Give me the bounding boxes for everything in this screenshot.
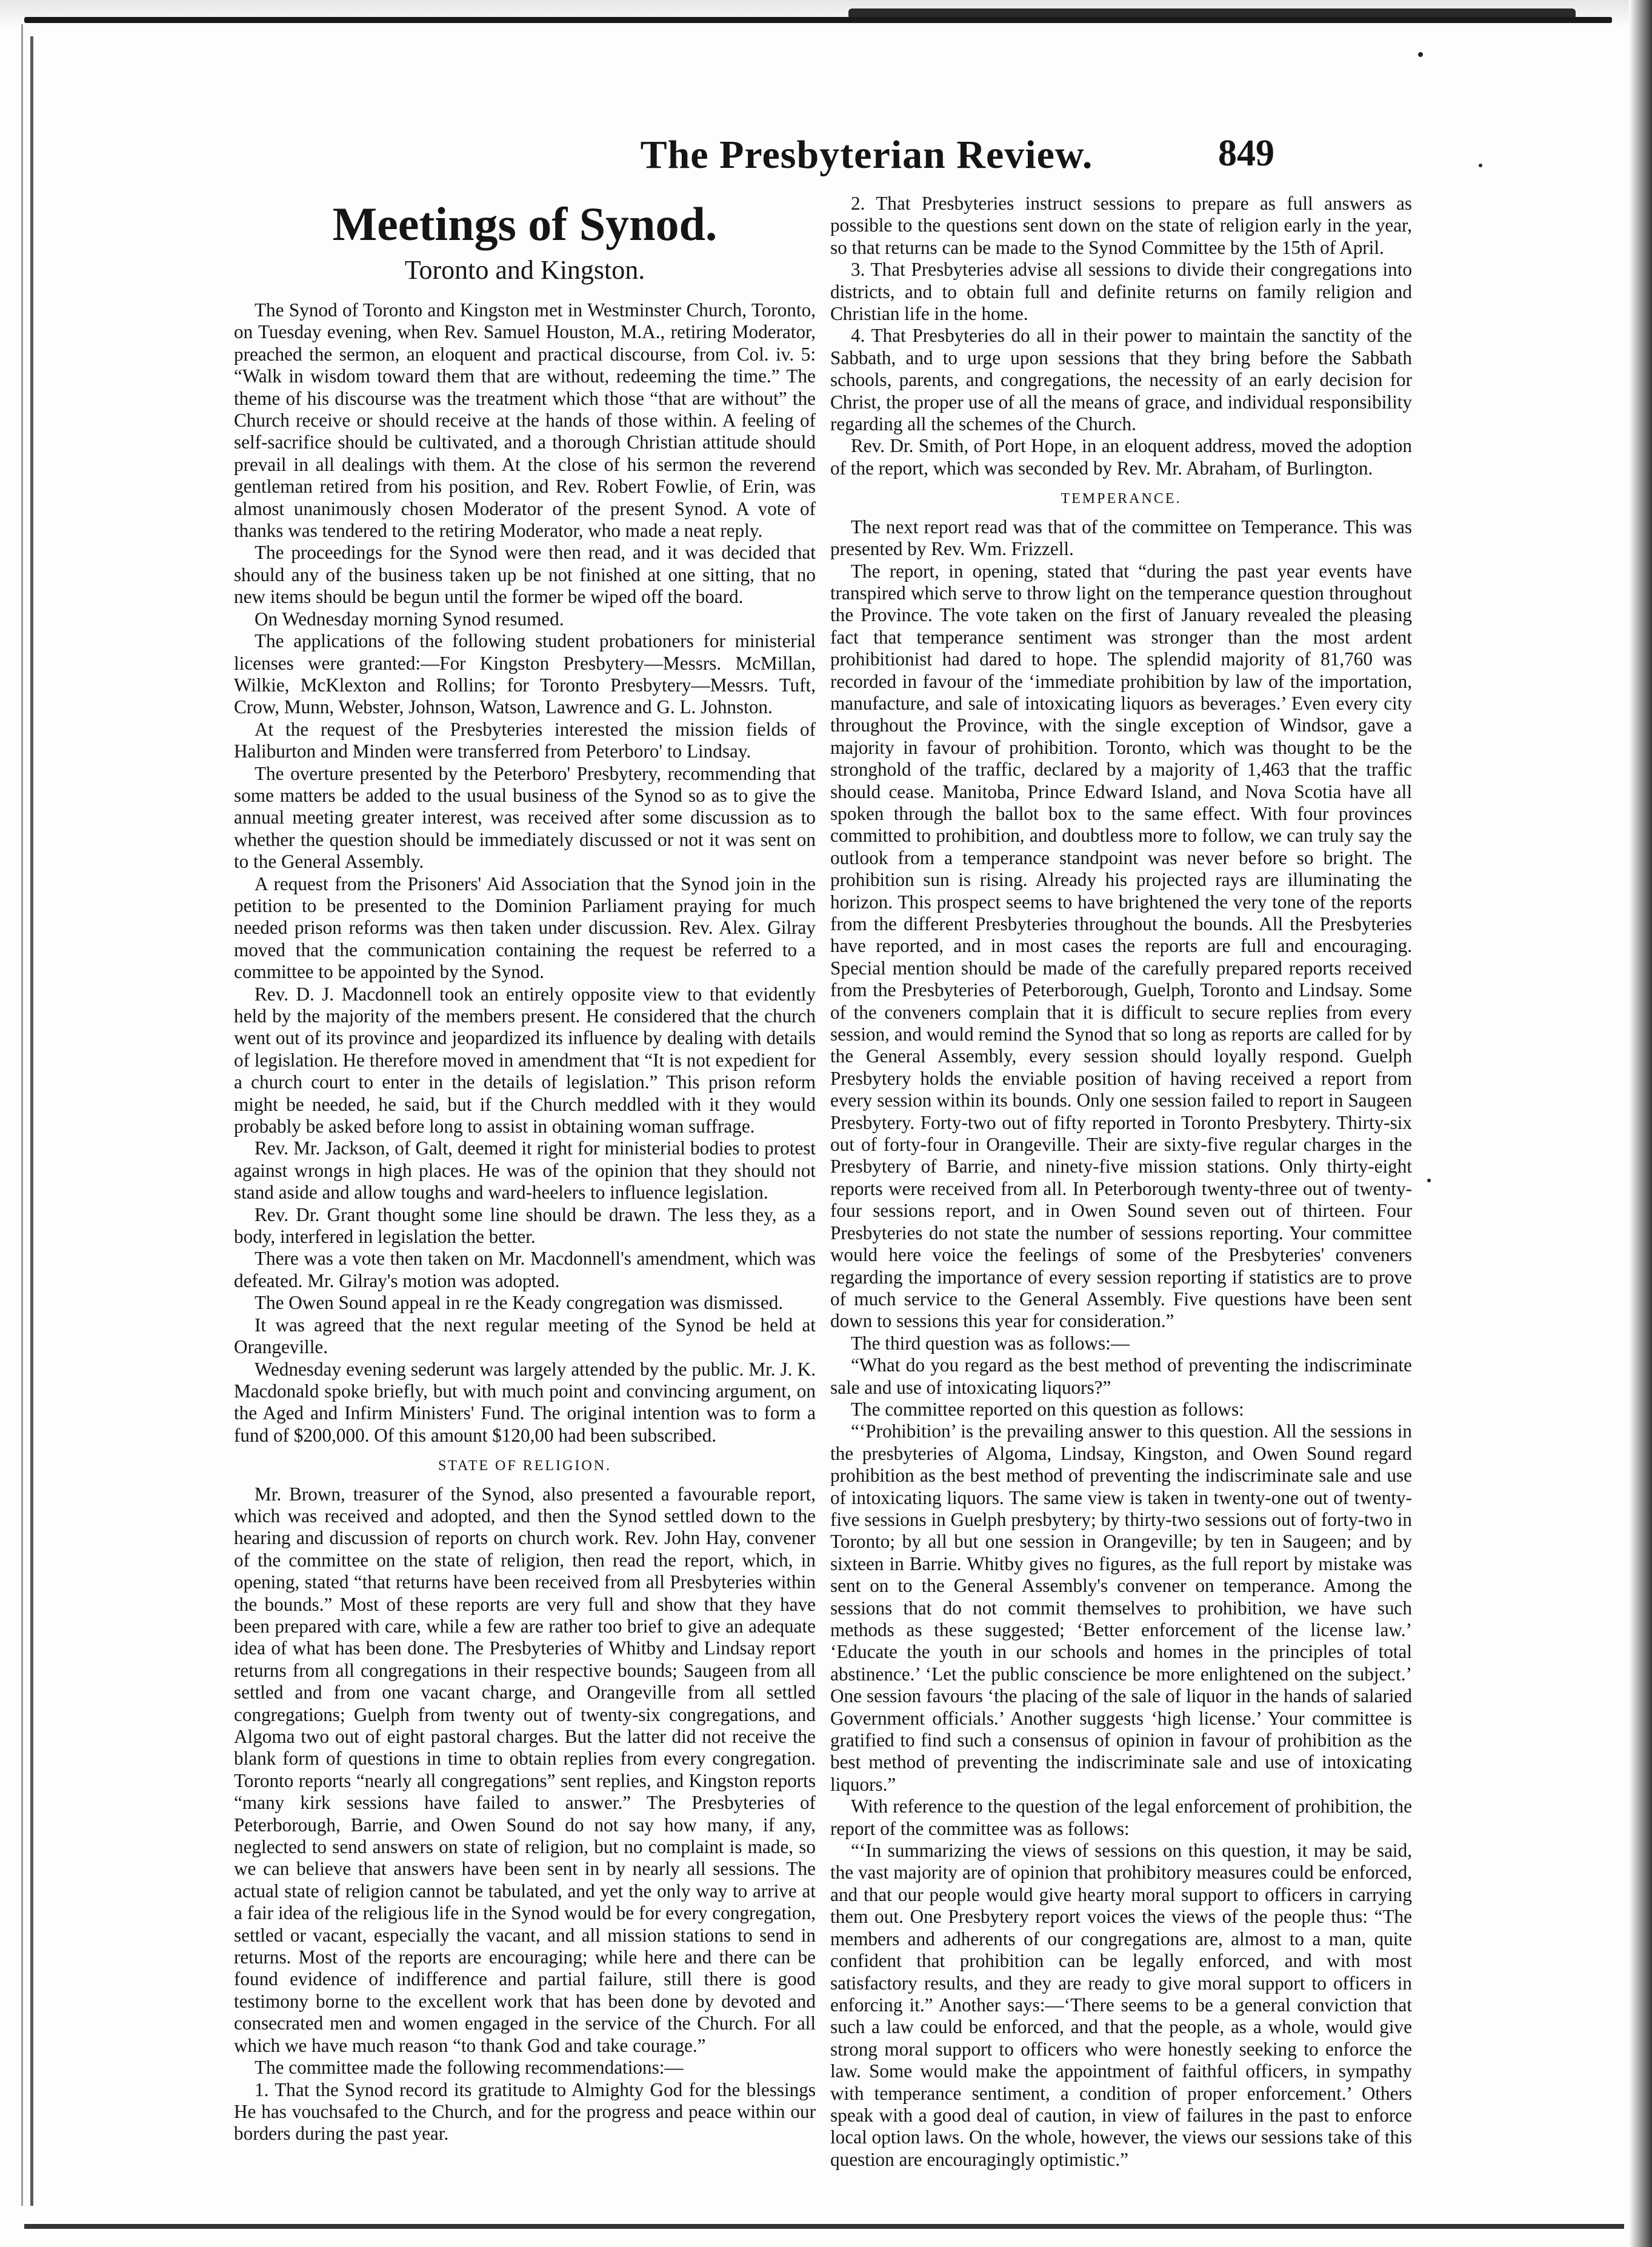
- bottom-border-line: [24, 2224, 1624, 2229]
- paragraph: Rev. Dr. Grant thought some line should be drawn. The less they, as a body, interfered in legislation the better.: [234, 1203, 816, 1248]
- paragraph: Rev. Mr. Jackson, of Galt, deemed it right for ministerial bodies to protest against wrongs in high places. He was of the opinion that they should not stand aside and allow toughs and ward-heelers to influence legislation.: [234, 1137, 816, 1203]
- right-scan-edge: [1629, 0, 1652, 2247]
- left-column: [234, 193, 816, 2145]
- ink-speck: [1418, 52, 1423, 57]
- paragraph: The committee made the following recommendations:—: [255, 2057, 684, 2079]
- paragraph: There was a vote then taken on Mr. Macdonnell's amendment, which was defeated. Mr. Gilray's motion was adopted.: [234, 1248, 816, 1291]
- paragraph: Rev. D. J. Macdonnell took an entirely opposite view to that evidently held by the majority of the members present. He considered that the church went out of its province and jeopardized its influence by dealing with details of legislation. He therefore moved in amendment that “It is not expedient for a church court to enter in the details of legislation.” This prison reform might be needed, he said, but if the Church meddled with it they would probably be asked before long to assist in obtaining woman suffrage.: [234, 983, 816, 1137]
- paragraph: The committee reported on this question as follows:: [851, 1398, 1244, 1420]
- paragraph: The applications of the following student probationers for ministerial licenses were granted:—For Kingston Presbytery—Messrs. McMillan, Wilkie, McKlexton and Rollins; for Toronto Presbytery—Messrs. Tuft, Crow, Munn, Webster, Johnson, Watson, Lawrence and G. L. Johnston.: [234, 630, 816, 718]
- section-heading-temperance: TEMPERANCE.: [1061, 491, 1182, 507]
- paragraph: On Wednesday morning Synod resumed.: [255, 608, 564, 630]
- left-scan-edge: [21, 24, 23, 2206]
- paragraph: “‘In summarizing the views of sessions on this question, it may be said, the vast majority are of opinion that prohibitory measures could be enforced, and that our people would give hearty moral support to officers in carrying them out. One Presbytery report voices the views of the people thus: “The members and adherents of our congregations are, almost to a man, quite confident that prohibition can be legally enforced, and with most satisfactory results, and they are ready to give moral support to officers in enforcing it.” Another says:—‘There seems to be a general conviction that such a law could be enforced, and that the people, as a whole, would give strong moral support to officers who were honestly seeking to enforce the law. Some would make the appointment of faithful officers, in sympathy with temperance sentiment, a condition of proper enforcement.’ Others speak with a good deal of caution, in view of failures in the past to enforce local option laws. On the whole, however, the views our sessions take of this question are encouragingly optimistic.”: [830, 1840, 1412, 2170]
- section-heading-state-of-religion: STATE OF RELIGION.: [438, 1458, 612, 1474]
- paragraph: “‘Prohibition’ is the prevailing answer to this question. All the sessions in the presbyteries of Algoma, Lindsay, Kingston, and Owen Sound regard prohibition as the best method of preventing the indiscriminate sale and use of intoxicating liquors. The same view is taken in twenty-one out of twenty-five sessions in Guelph presbytery; by thirty-two sessions out of forty-two in Toronto; by all but one session in Orangeville; by ten in Saugeen; and by sixteen in Barrie. Whitby gives no figures, as the full report by mistake was sent on to the General Assembly's convener on temperance. Among the sessions that do not commit themselves to prohibition, we have such methods as these suggested; ‘Better enforcement of the license law.’ ‘Educate the youth in our schools and homes in the principles of total abstinence.’ ‘Let the public conscience be more enlightened on the subject.’ One session favours ‘the placing of the sale of liquor in the hands of salaried Government officials.’ Another suggests ‘high license.’ Your committee is gratified to find such a consensus of opinion in favour of prohibition as the best method of preventing the indiscriminate sale and use of intoxicating liquors.”: [830, 1420, 1412, 1795]
- running-title: The Presbyterian Review.: [640, 133, 1093, 177]
- paragraph: The Owen Sound appeal in re the Keady congregation was dismissed.: [255, 1292, 784, 1314]
- left-margin-rule: [30, 36, 33, 2206]
- paragraph: With reference to the question of the legal enforcement of prohibition, the report of the committee was as follows:: [830, 1796, 1412, 1839]
- paragraph: 2. That Presbyteries instruct sessions to prepare as full answers as possible to the questions sent down on the state of religion early in the year, so that returns can be made to the Synod Committee by the 15th of April.: [830, 193, 1412, 258]
- paragraph: Rev. Dr. Smith, of Port Hope, in an eloquent address, moved the adoption of the report, which was seconded by Rev. Mr. Abraham, of Burlington.: [830, 435, 1412, 479]
- top-border-line: [24, 17, 1612, 23]
- paragraph: The report, in opening, stated that “during the past year events have transpired which serve to throw light on the temperance question throughout the Province. The vote taken on the first of January revealed the pleasing fact that temperance sentiment was stronger than the most ardent prohibitionist had dared to hope. The splendid majority of 81,760 was recorded in favour of the ‘immediate prohibition by law of the importation, manufacture, and sale of intoxicating liquors as beverages.’ Even every city throughout the Province, with the single exception of Windsor, gave a majority in favour of prohibition. Toronto, which was thought to be the stronghold of the traffic, declared by a majority of 1,463 that the traffic should cease. Manitoba, Prince Edward Island, and Nova Scotia have all spoken through the ballot box to the same effect. With four provinces committed to prohibition, and doubtless more to follow, we can truly say the outlook from a temperance standpoint was never before so bright. The prohibition sun is rising. Already his projected rays are illuminating the horizon. This prospect seems to have brightened the very tone of the reports from the different Presbyteries throughout the bounds. All the Presbyteries have reported, and in most cases the reports are full and encouraging. Special mention should be made of the carefully prepared reports received from the Presbyteries of Peterborough, Guelph, Toronto and Lindsay. Some of the conveners complain that it is difficult to secure replies from every session, and would remind the Synod that so long as reports are called for by the General Assembly, every session should loyally respond. Guelph Presbytery holds the enviable position of having received a report from every session within its bounds. Only one session failed to report in Saugeen Presbytery. Forty-two out of fifty reported in Toronto Presbytery. Thirty-six out of forty-four in Orangeville. Their are sixty-five regular charges in the Presbytery of Barrie, and ninety-five mission stations. Only thirty-eight reports were received from all. In Peterborough twenty-three out of twenty-four sessions report, and in Owen Sound seven out of thirteen. Four Presbyteries do not state the number of sessions reporting. Your committee would here voice the feelings of some of the Presbyteries' conveners regarding the importance of every session reporting if statistics are to prove of much service to the General Assembly. Five questions have been sent down to sessions this year for consideration.”: [830, 560, 1412, 1332]
- right-column: [830, 193, 1412, 2171]
- paragraph: “What do you regard as the best method of preventing the indiscriminate sale and use of intoxicating liquors?”: [830, 1354, 1412, 1398]
- paragraph: 4. That Presbyteries do all in their power to maintain the sanctity of the Sabbath, and to urge upon sessions that they bring before the Sabbath schools, parents, and congregations, the necessity of an early decision for Christ, the proper use of all the means of grace, and individual responsibility regarding all the schemes of the Church.: [830, 325, 1412, 435]
- article-subheadline: Toronto and Kingston.: [404, 255, 645, 285]
- paragraph: It was agreed that the next regular meeting of the Synod be held at Orangeville.: [234, 1314, 816, 1358]
- paragraph: Mr. Brown, treasurer of the Synod, also presented a favourable report, which was received and adopted, and then the Synod settled down to the hearing and discussion of reports on church work. Rev. John Hay, convener of the committee on the state of religion, then read the report, which, in opening, stated “that returns have been received from all Presbyteries within the bounds.” Most of these reports are very full and show that they have been prepared with care, while a few are rather too brief to give an adequate idea of what has been done. The Presbyteries of Whitby and Lindsay report returns from all congregations in their respective bounds; Saugeen from all settled and from one vacant charge, and Orangeville from all settled congregations; Guelph from twenty out of twenty-six congregations, and Algoma two out of eight pastoral charges. But the latter did not receive the blank form of questions in time to obtain replies from every congregation. Toronto reports “nearly all congregations” sent replies, and Kingston reports “many kirk sessions have failed to answer.” The Presbyteries of Peterborough, Barrie, and Owen Sound do not say how many, if any, neglected to send answers on state of religion, but no complaint is made, so we can believe that answers have been sent in by nearly all sessions. The actual state of religion cannot be tabulated, and yet the only way to arrive at a fair idea of the religious life in the Synod would be for every congregation, settled or vacant, especially the vacant, and all mission stations to send in returns. Most of the reports are encouraging; while here and there can be found evidence of indifference and partial failure, still there is good testimony borne to the excellent work that has been done by devoted and consecrated men and women engaged in the service of the Church. For all which we have much reason “to thank God and take courage.”: [234, 1483, 816, 2056]
- paragraph: A request from the Prisoners' Aid Association that the Synod join in the petition to be presented to the Dominion Parliament praying for much needed prison reforms was then taken under discussion. Rev. Alex. Gilray moved that the communication containing the request be referred to a committee to be appointed by the Synod.: [234, 873, 816, 983]
- ink-speck: [1427, 1179, 1431, 1182]
- paragraph: The third question was as follows:—: [851, 1332, 1130, 1354]
- paragraph: The Synod of Toronto and Kingston met in Westminster Church, Toronto, on Tuesday evening, when Rev. Samuel Houston, M.A., retiring Moderator, preached the sermon, an eloquent and practical discourse, from Col. iv. 5: “Walk in wisdom toward them that are without, redeeming the time.” The theme of his discourse was the treatment which those “that are without” the Church receive or should receive at the hands of those within. A feeling of self-sacrifice should be cultivated, and a thorough Christian attitude should prevail in all dealings with them. At the close of his sermon the reverend gentleman retired from his position, and Rev. Robert Fowlie, of Erin, was almost unanimously chosen Moderator of the present Synod. A vote of thanks was tendered to the retiring Moderator, who made a neat reply.: [234, 299, 816, 542]
- paragraph: 1. That the Synod record its gratitude to Almighty God for the blessings He has vouchsafed to the Church, and for the progress and peace within our borders during the past year.: [234, 2079, 816, 2145]
- paragraph: The next report read was that of the committee on Temperance. This was presented by Rev. Wm. Frizzell.: [830, 516, 1412, 560]
- article-headline: Meetings of Synod.: [332, 198, 718, 250]
- paragraph: Wednesday evening sederunt was largely attended by the public. Mr. J. K. Macdonald spoke briefly, but with much point and convincing argument, on the Aged and Infirm Ministers' Fund. The original intention was to form a fund of $200,000. Of this amount $120,00 had been subscribed.: [234, 1358, 816, 1446]
- paragraph: At the request of the Presbyteries interested the mission fields of Haliburton and Minden were transferred from Peterboro' to Lindsay.: [234, 718, 816, 762]
- page-number: 849: [1218, 133, 1274, 174]
- paragraph: The proceedings for the Synod were then read, and it was decided that should any of the business taken up be not finished at one sitting, that no new items should be begun until the former be wiped off the board.: [234, 542, 816, 608]
- paragraph: 3. That Presbyteries advise all sessions to divide their congregations into districts, and to obtain full and definite returns on family religion and Christian life in the home.: [830, 259, 1412, 325]
- ink-speck: [1479, 164, 1482, 167]
- paragraph: The overture presented by the Peterboro' Presbytery, recommending that some matters be added to the usual business of the Synod so as to give the annual meeting greater interest, was received after some discussion as to whether the question should be immediately discussed or not it was sent on to the General Assembly.: [234, 762, 816, 873]
